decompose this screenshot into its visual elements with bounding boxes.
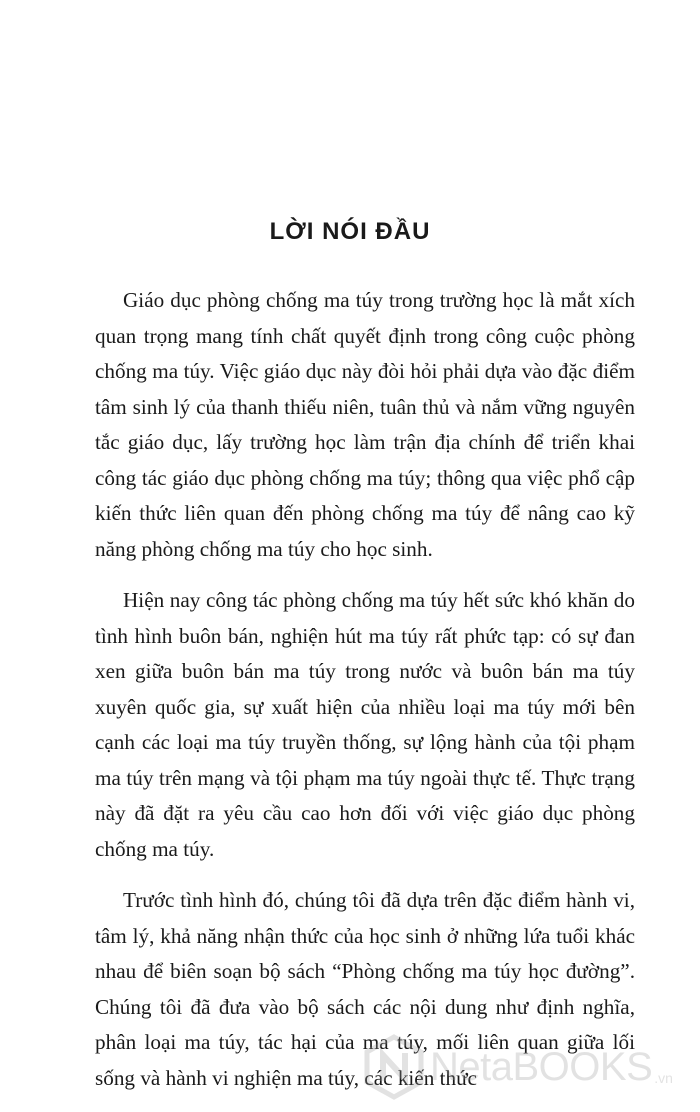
netabooks-watermark: [364, 1030, 694, 1104]
paragraph-1: Giáo dục phòng chống ma túy trong trường học là mắt xích quan trọng mang tính chất quyết định trong công cuộc phòng chống ma túy. Việc giáo dục này đòi hỏi phải dựa vào đặc điểm tâm sinh lý của thanh thiếu niên, tuân thủ và nắm vững nguyên tắc giáo dục, lấy trường học làm trận địa chính để triển khai công tác giáo dục phòng chống ma túy; thông qua việc phổ cập kiến thức liên quan đến phòng chống ma túy để nâng cao kỹ năng phòng chống ma túy cho học sinh.: [95, 288, 635, 561]
paragraph-3: Trước tình hình đó, chúng tôi đã dựa trên đặc điểm hành vi, tâm lý, khả năng nhận thức của học sinh ở những lứa tuổi khác nhau để biên soạn bộ sách “Phòng chống ma túy học đường”. Chúng tôi đã đưa vào bộ sách các nội dung như định nghĩa, phân loại ma túy, tác hại của ma túy, mối liên quan giữa lối sống và hành vi nghiện ma túy, các kiến thức: [95, 888, 635, 1090]
paragraph-2: Hiện nay công tác phòng chống ma túy hết sức khó khăn do tình hình buôn bán, nghiện hút ma túy rất phức tạp: có sự đan xen giữa buôn bán ma túy trong nước và buôn bán ma túy xuyên quốc gia, sự xuất hiện của nhiều loại ma túy mới bên cạnh các loại ma túy truyền thống, sự lộng hành của tội phạm ma túy trên mạng và tội phạm ma túy ngoài thực tế. Thực trạng này đã đặt ra yêu cầu cao hơn đối với việc giáo dục phòng chống ma túy.: [95, 588, 635, 861]
watermark-brand: NetaBOOKS: [430, 1044, 653, 1089]
watermark-suffix: .vn: [654, 1070, 673, 1086]
body-text: [95, 283, 635, 1112]
page-title: LỜI NÓI ĐẦU: [269, 218, 431, 245]
netabooks-logo-icon: [364, 1034, 424, 1100]
